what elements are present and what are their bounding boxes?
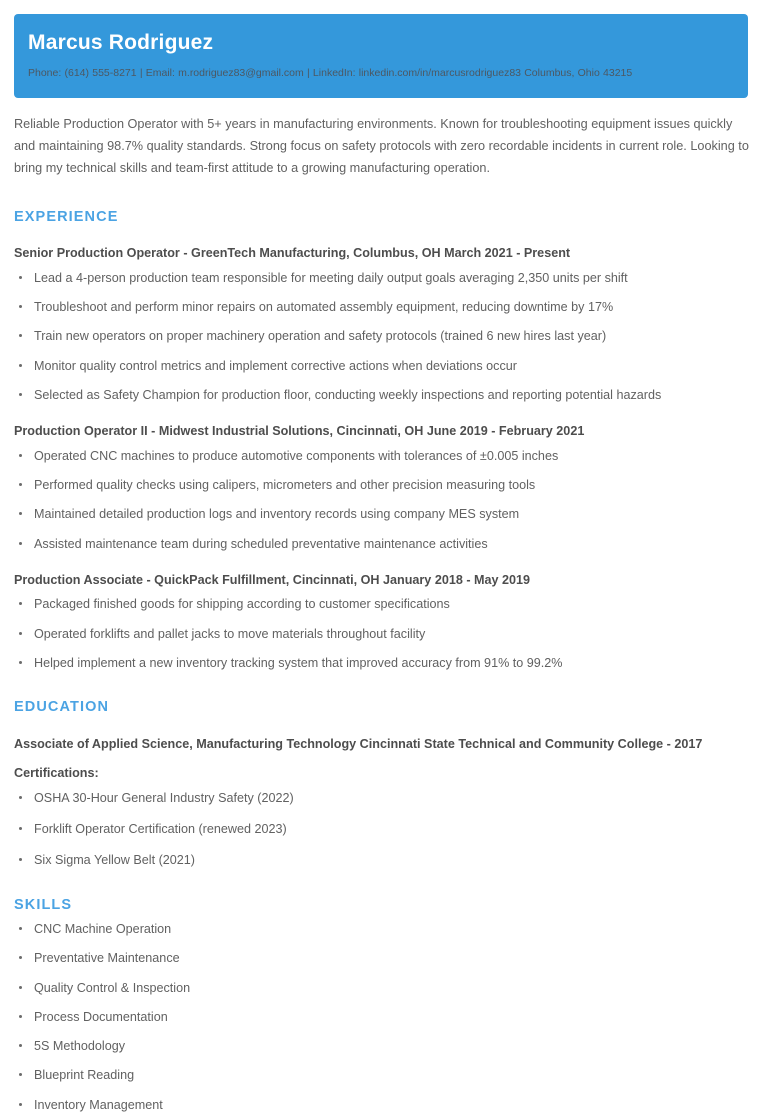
contact-info-line: Phone: (614) 555-8271 | Email: m.rodriguez83@gmail.com | LinkedIn: linkedin.com/in/marcusrodriguez83 Columbus, Ohio 43215 [28,67,633,80]
section-heading-skills: SKILLS [14,896,73,913]
list-item: Monitor quality control metrics and implement corrective actions when deviations occur [14,357,750,375]
candidate-name: Marcus Rodriguez [28,31,214,54]
job-title-3: Production Associate - QuickPack Fulfillment, Cincinnati, OH January 2018 - May 2019 [14,572,531,587]
list-item: Process Documentation [14,1008,750,1026]
job-bullets-2 [14,447,750,553]
list-item: Troubleshoot and perform minor repairs on automated assembly equipment, reducing downtime by 17% [14,298,750,316]
list-item: Packaged finished goods for shipping according to customer specifications [14,595,750,613]
experience-entry-2 [14,423,750,553]
list-item: Performed quality checks using calipers, micrometers and other precision measuring tools [14,476,750,494]
job-title-2: Production Operator II - Midwest Industrial Solutions, Cincinnati, OH June 2019 - February 2021 [14,424,585,439]
list-item: Preventative Maintenance [14,949,750,967]
job-bullets-1 [14,269,750,404]
list-item: CNC Machine Operation [14,920,750,938]
list-item: Maintained detailed production logs and inventory records using company MES system [14,505,750,523]
professional-summary: Reliable Production Operator with 5+ years in manufacturing environments. Known for troubleshooting equipment issues quickly and maintaining 98.7% quality standards. Strong focus on safety protocols with zero recordable incidents in current role. Looking to bring my technical skills and team-first attitude to a growing manufacturing operation. [14,117,749,176]
list-item: Operated CNC machines to produce automotive components with tolerances of ±0.005 inches [14,447,750,465]
list-item: OSHA 30-Hour General Industry Safety (2022) [14,789,750,807]
list-item: Helped implement a new inventory tracking system that improved accuracy from 91% to 99.2% [14,654,750,672]
certifications-list [14,789,750,870]
list-item: Inventory Management [14,1096,750,1114]
list-item: Quality Control & Inspection [14,979,750,997]
list-item: Train new operators on proper machinery operation and safety protocols (trained 6 new hires last year) [14,327,750,345]
resume-body [0,114,768,1113]
list-item: Assisted maintenance team during scheduled preventative maintenance activities [14,535,750,553]
job-title-1: Senior Production Operator - GreenTech Manufacturing, Columbus, OH March 2021 - Present [14,246,571,261]
certifications-label: Certifications: [14,766,99,781]
resume-page [0,14,768,1112]
list-item: Selected as Safety Champion for production floor, conducting weekly inspections and reporting potential hazards [14,386,750,404]
list-item: Six Sigma Yellow Belt (2021) [14,851,750,869]
experience-entry-3 [14,572,750,672]
skills-list [14,920,750,1114]
education-degree: Associate of Applied Science, Manufacturing Technology Cincinnati State Technical and Community College - 2017 [14,736,703,751]
list-item: Lead a 4-person production team responsible for meeting daily output goals averaging 2,350 units per shift [14,269,750,287]
list-item: Blueprint Reading [14,1066,750,1084]
experience-entry-1 [14,245,750,404]
resume-header-banner [14,14,748,98]
section-heading-experience: EXPERIENCE [14,208,119,225]
list-item: 5S Methodology [14,1037,750,1055]
list-item: Operated forklifts and pallet jacks to move materials throughout facility [14,625,750,643]
job-bullets-3 [14,595,750,672]
section-heading-education: EDUCATION [14,699,110,716]
list-item: Forklift Operator Certification (renewed 2023) [14,820,750,838]
